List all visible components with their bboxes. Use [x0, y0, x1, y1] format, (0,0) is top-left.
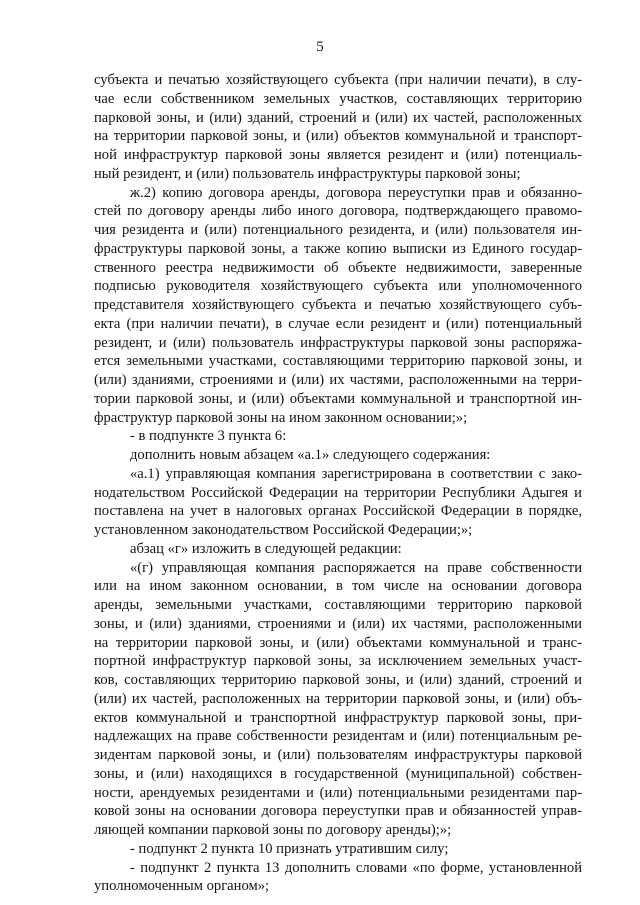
text-line: абзац «г» изложить в следующей редакции:	[130, 540, 402, 557]
text-line: (или) зданиями, строениями и (или) их частями, расположенными на терри-	[94, 372, 582, 388]
text-line: фраструктур парковой зоны на ином законном основании;»;	[94, 409, 468, 426]
text-line: дополнить новым абзацем «а.1» следующего содержания:	[130, 447, 491, 463]
text-line: ется земельными участками, составляющими территорию парковой зоны, и	[94, 353, 582, 370]
text-line: надлежащих на праве собственности резидентам и (или) потенциальным ре-	[94, 728, 582, 745]
text-line: аренды, земельными участками, составляющими территорию парковой	[94, 597, 582, 613]
text-line: установленном законодательством Российской Федерации;»;	[94, 522, 473, 538]
text-line: нодательством Российской Федерации на территории Республики Адыгея и	[94, 484, 582, 501]
text-line: «(г) управляющая компания распоряжается на праве собственности	[130, 559, 582, 576]
text-line: ж.2) копию договора аренды, договора переуступки прав и обязанно-	[130, 184, 582, 201]
text-line: (или) их частей, расположенных на территории парковой зоны, и (или) объ-	[94, 690, 582, 707]
text-line: резидент, и (или) пользователь инфраструктуры парковой зоны распоряжа-	[94, 334, 582, 351]
text-line: на территории парковой зоны, и (или) объектами коммунальной и транс-	[94, 634, 582, 651]
text-line: екта (при наличии печати), в случае если резидент и (или) потенциальный	[94, 315, 582, 332]
text-line: ный резидент, и (или) пользователь инфраструктуры парковой зоны;	[94, 165, 521, 182]
text-line: фраструктуры парковой зоны, а также копию выписки из Единого государ-	[94, 240, 582, 257]
text-line: зидентам парковой зоны, и (или) пользователям инфраструктуры парковой	[94, 747, 582, 763]
text-line: ектов коммунальной и транспортной инфраструктур парковой зоны, при-	[94, 709, 582, 726]
text-line: чае если собственником земельных участков, составляющих территорию	[94, 90, 582, 107]
text-line: ков, составляющих территорию парковой зоны, и (или) зданий, строений и	[94, 672, 582, 688]
text-line: - в подпункте 3 пункта 6:	[130, 428, 287, 445]
text-line: парковой зоны, и (или) зданий, строений и (или) их частей, расположенных	[94, 109, 582, 126]
document-body	[94, 71, 582, 896]
text-line: ственного реестра недвижимости об объекте недвижимости, заверенные	[94, 259, 582, 276]
text-line: представителя хозяйствующего субъекта и печатью хозяйствующего субъ-	[94, 297, 582, 313]
text-line: тории парковой зоны, и (или) объектами коммунальной и транспортной ин-	[94, 390, 582, 407]
text-line: на территории парковой зоны, и (или) объектов коммунальной и транспорт-	[94, 128, 582, 145]
text-line: - подпункт 2 пункта 13 дополнить словами «по форме, установленной	[130, 859, 582, 876]
text-line: стей по договору аренды либо иного договора, подтверждающего правомо-	[94, 203, 582, 220]
text-line: или на ином законном основании, в том числе на основании договора	[94, 578, 582, 595]
text-line: ковой зоны на основании договора переуступки прав и обязанностей управ-	[94, 803, 582, 820]
text-line: - подпункт 2 пункта 10 признать утратившим силу;	[130, 840, 449, 857]
text-line: поставлена на учет в налоговых органах Российской Федерации в порядке,	[94, 503, 582, 520]
text-line: ной инфраструктур парковой зоны является резидент и (или) потенциаль-	[94, 147, 582, 163]
text-line: подписью руководителя хозяйствующего субъекта или уполномоченного	[94, 278, 582, 295]
text-line: уполномоченным органом»;	[94, 878, 270, 895]
text-line: ности, арендуемых резидентами и (или) потенциальными резидентами пар-	[94, 784, 582, 801]
text-line: ляющей компании парковой зоны по договору аренды);»;	[94, 822, 452, 838]
page-number: 5	[316, 39, 324, 55]
text-line: зоны, и (или) находящихся в государственной (муниципальной) собствен-	[94, 765, 582, 782]
text-line: портной инфраструктур парковой зоны, за исключением земельных участ-	[94, 653, 582, 670]
text-line: «а.1) управляющая компания зарегистрирована в соответствии с зако-	[130, 465, 582, 482]
text-line: субъекта и печатью хозяйствующего субъекта (при наличии печати), в слу-	[94, 72, 582, 88]
text-line: зоны, и (или) зданиями, строениями и (или) их частями, расположенными	[94, 615, 582, 632]
text-line: чия резидента и (или) потенциального резидента, и (или) пользователя ин-	[94, 222, 582, 238]
